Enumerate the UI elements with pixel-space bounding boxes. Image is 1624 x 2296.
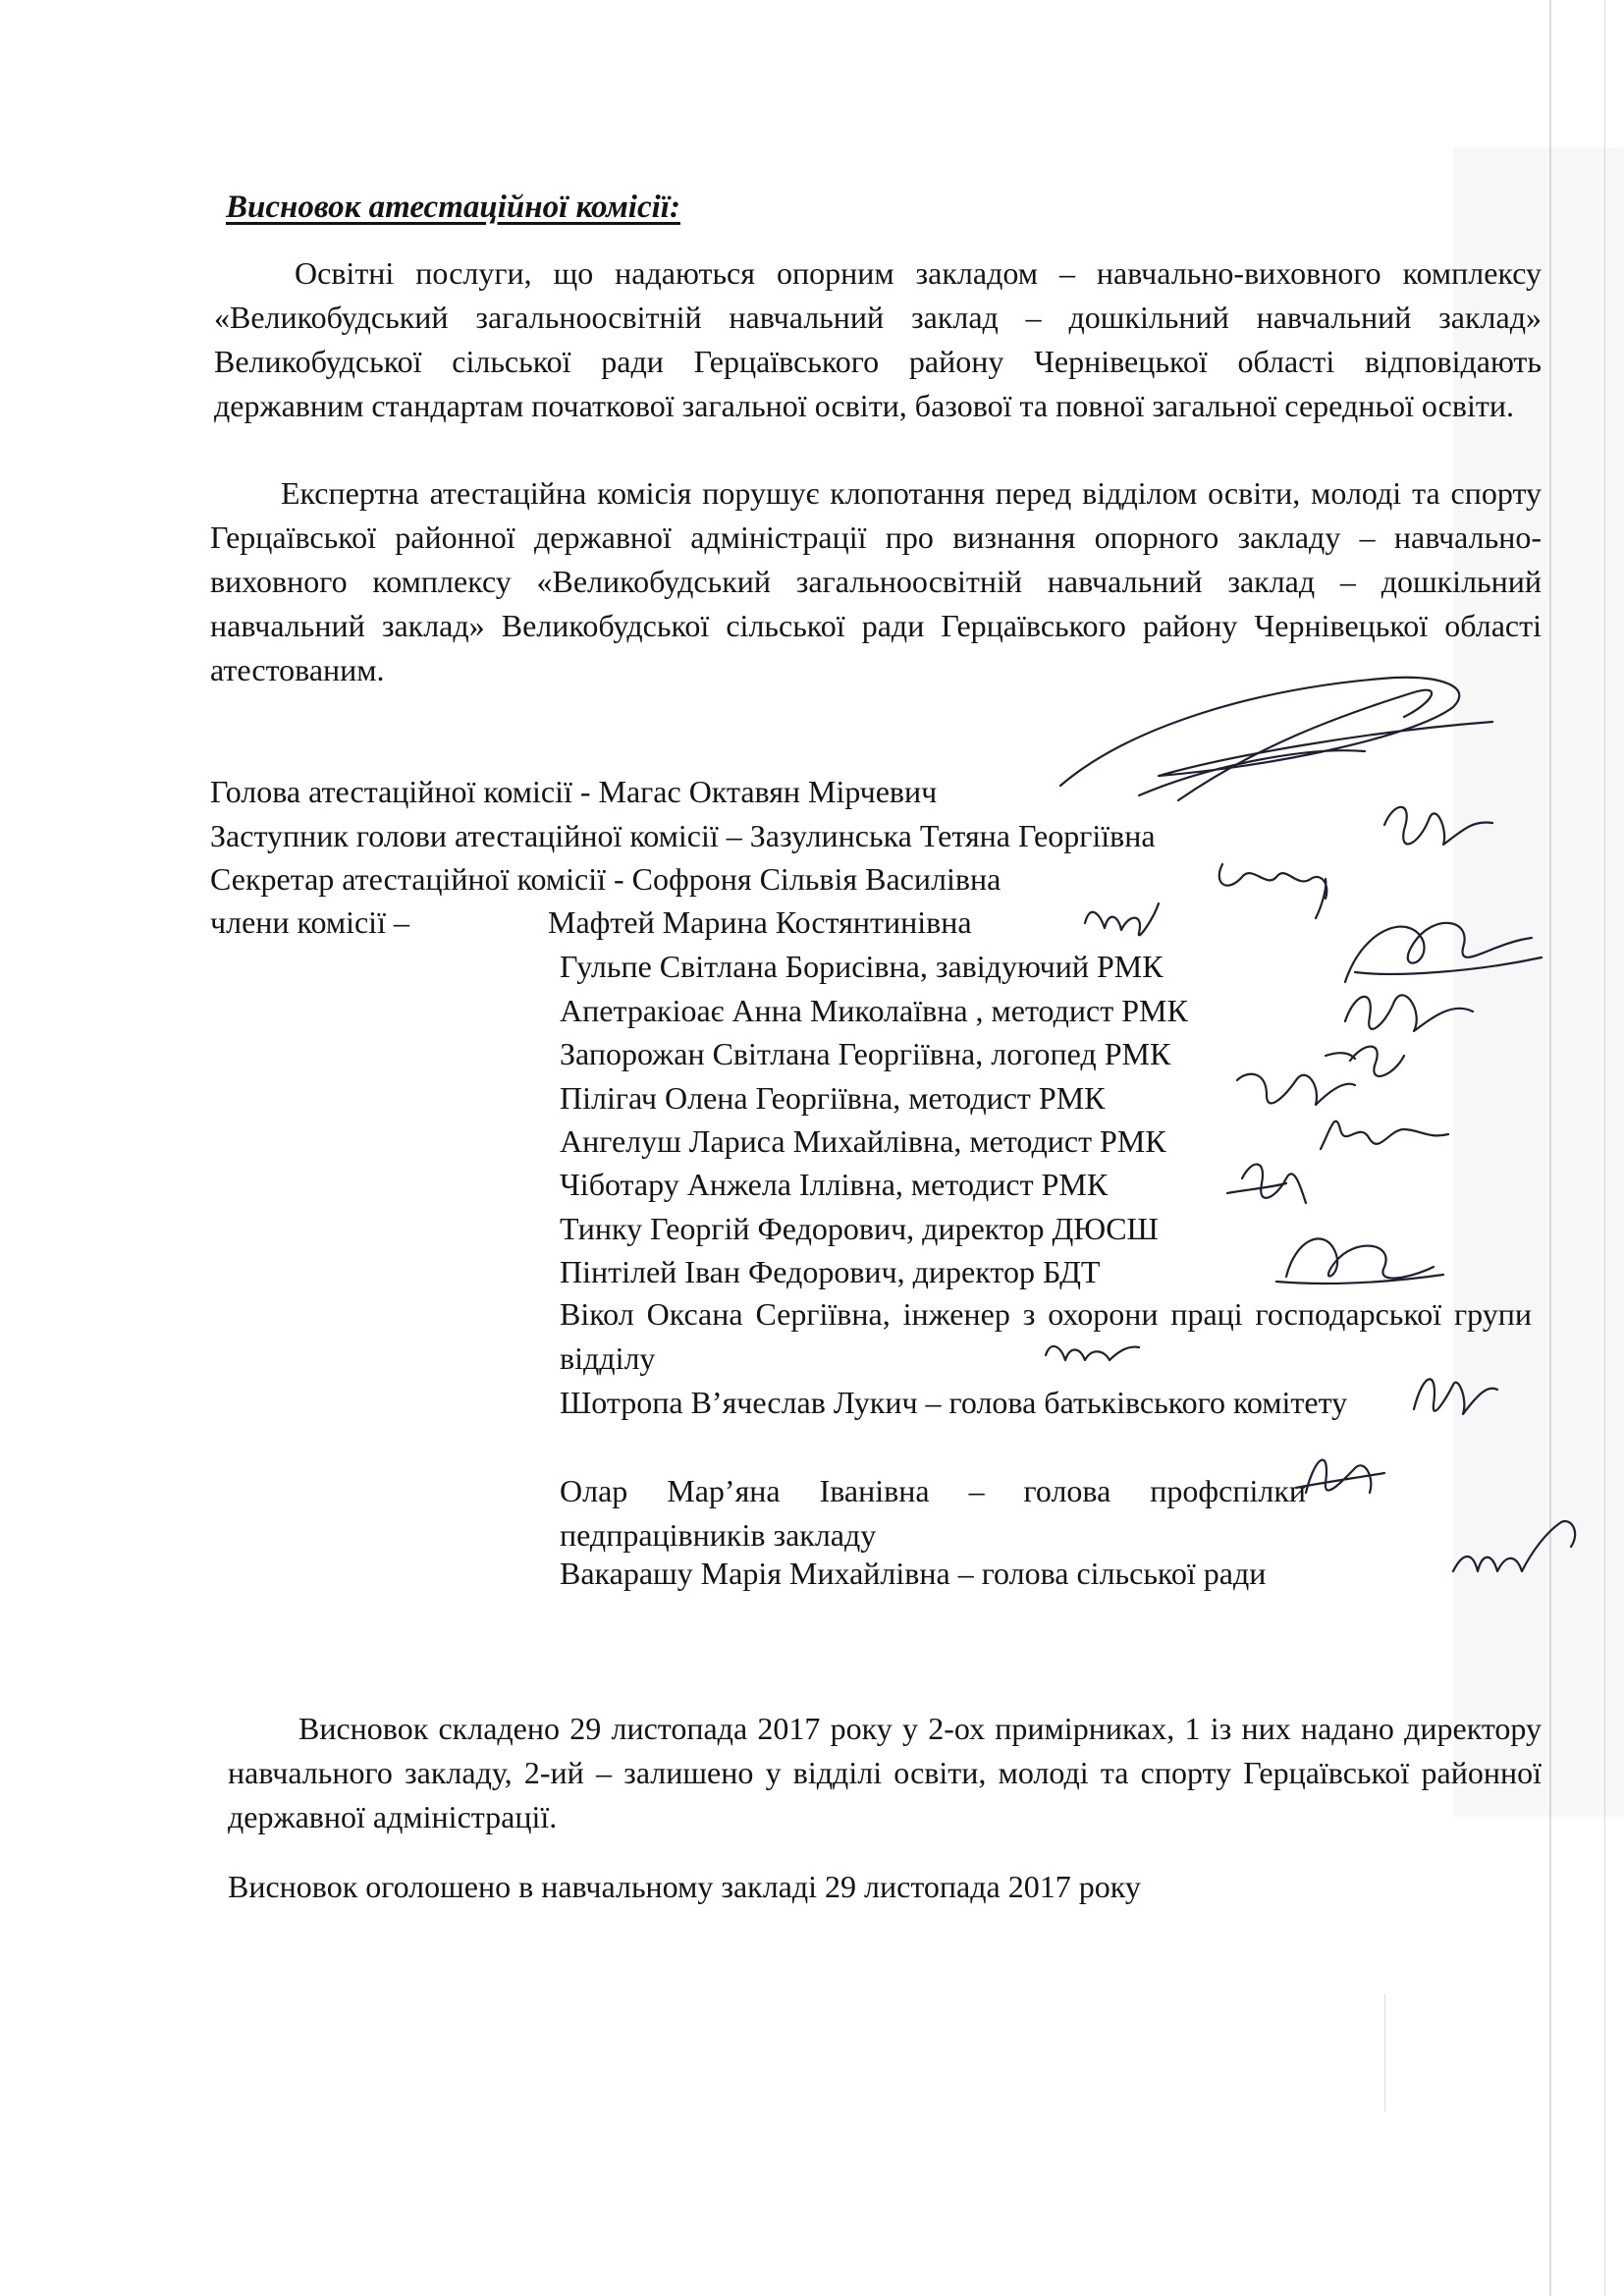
paragraph-announced: Висновок оголошено в навчальному закладі 29 листопада 2017 року bbox=[228, 1869, 1141, 1904]
signature-member-1 bbox=[1085, 903, 1159, 935]
signature-member-5 bbox=[1237, 1074, 1355, 1105]
signature-secretary bbox=[1219, 864, 1327, 918]
members-label: члени комісії – bbox=[210, 904, 409, 940]
signature-member-8 bbox=[1276, 1238, 1443, 1284]
scan-edge-line bbox=[1384, 1994, 1385, 2111]
signature-member-2 bbox=[1345, 923, 1542, 982]
member-item: Олар Мар’яна Іванівна – голова профспілки педпрацівників закладу bbox=[560, 1473, 1306, 1553]
signature-member-12 bbox=[1453, 1521, 1575, 1571]
member-item: Пінтілей Іван Федорович, директор БДТ bbox=[560, 1254, 1101, 1289]
scan-edge-line bbox=[1549, 0, 1551, 2296]
member-item: Пілігач Олена Георгіївна, методист РМК bbox=[560, 1080, 1106, 1116]
member-item: Апетракіоає Анна Миколаївна , методист РМК bbox=[560, 993, 1188, 1028]
paragraph-petition: Експертна атестаційна комісія порушує клопотання перед відділом освіти, молоді та спорту Герцаївської районної державної адміністрації про визнання опорного закладу – навчально-виховного комплексу «Великобудський загальноосвітній навчальний заклад – дошкільний навчальний заклад» Великобудської сільської ради Герцаївського району Чернівецької області атестованим. bbox=[210, 475, 1542, 687]
member-item: Вікол Оксана Сергіївна, інженер з охорони праці господарської групи відділу bbox=[560, 1296, 1532, 1376]
member-item: Мафтей Марина Костянтинівна bbox=[548, 904, 972, 940]
member-item: Вакарашу Марія Михайлівна – голова сільської ради bbox=[560, 1556, 1267, 1591]
member-item: Тинку Георгій Федорович, директор ДЮСШ bbox=[560, 1211, 1159, 1246]
signature-deputy bbox=[1384, 807, 1492, 845]
paragraph-copies: Висновок складено 29 листопада 2017 року у 2-ох примірниках, 1 із них надано директору навчального закладу, 2-ий – залишено у відділі освіти, молоді та спорту Герцаївської районної державної адміністрації. bbox=[228, 1711, 1542, 1834]
conclusion-heading: Висновок атестаційної комісії: bbox=[226, 190, 680, 225]
signature-member-10 bbox=[1414, 1379, 1497, 1414]
scan-edge-line bbox=[1604, 0, 1605, 2296]
deputy-line: Заступник голови атестаційної комісії – Зазулинська Тетяна Георгіївна bbox=[210, 818, 1156, 853]
member-item: Шотропа В’ячеслав Лукич – голова батьківського комітету bbox=[560, 1385, 1348, 1420]
member-item: Гульпе Світлана Борисівна, завідуючий РМК bbox=[560, 949, 1164, 984]
secretary-line: Секретар атестаційної комісії - Софроня Сільвія Василівна bbox=[210, 861, 1001, 897]
member-item: Чіботару Анжела Іллівна, методист РМК bbox=[560, 1167, 1109, 1202]
paragraph-services: Освітні послуги, що надаються опорним закладом – навчально-виховного комплексу «Великобудський загальноосвітній навчальний заклад – дошкільний навчальний заклад» Великобудської сільської ради Герцаївського району Чернівецької області відповідають державним стандартам початкової загальної освіти, базової та повної загальної середньої освіти. bbox=[214, 255, 1542, 423]
signature-member-6 bbox=[1321, 1121, 1448, 1149]
signature-member-4 bbox=[1326, 1047, 1404, 1076]
signature-chair bbox=[1060, 678, 1492, 795]
member-item: Ангелуш Лариса Михайлівна, методист РМК bbox=[560, 1123, 1166, 1159]
signature-member-7 bbox=[1227, 1165, 1306, 1203]
member-item: Запорожан Світлана Георгіївна, логопед РМК bbox=[560, 1036, 1171, 1071]
signature-member-11 bbox=[1296, 1460, 1384, 1493]
signature-member-3 bbox=[1345, 995, 1473, 1031]
chair-line: Голова атестаційної комісії - Магас Октавян Мірчевич bbox=[210, 774, 938, 809]
